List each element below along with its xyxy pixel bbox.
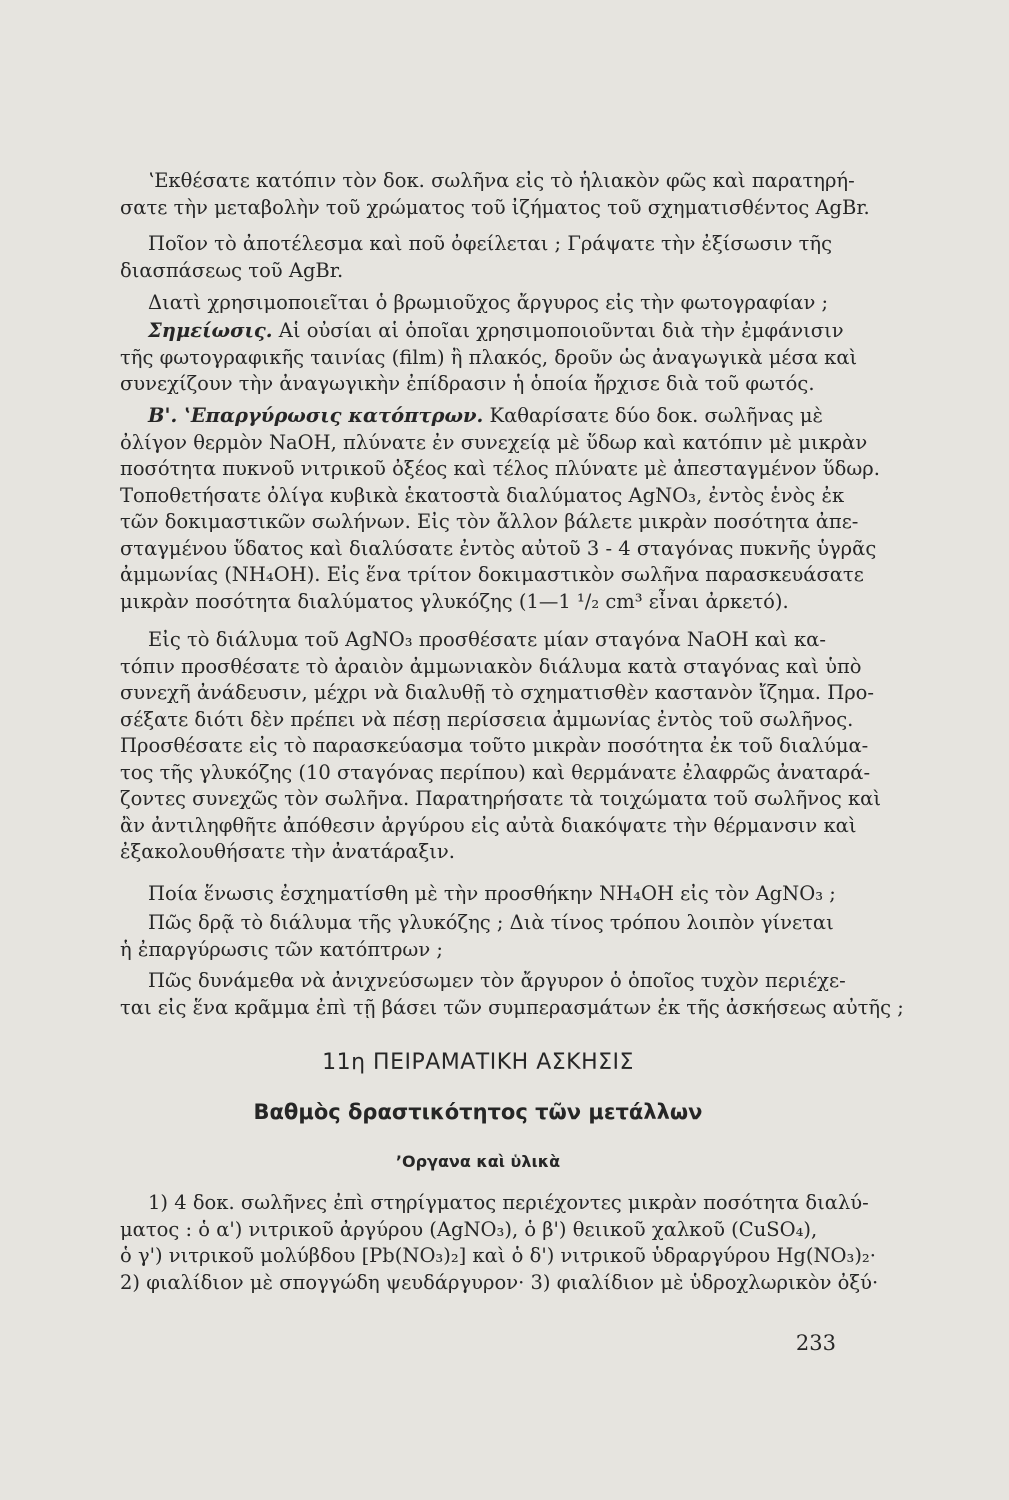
text-line: τῆς φωτογραφικῆς ταινίας (film) ἢ πλακός, δροῦν ὡς ἀναγωγικὰ μέσα καὶ [120,345,858,369]
text-line: ὀλίγον θερμὸν NaOH, πλύνατε ἐν συνεχείᾳ μὲ ὕδωρ καὶ κατόπιν μὲ μικρὰν [120,430,868,454]
text-line: σέξατε διότι δὲν πρέπει νὰ πέσῃ περίσσεια ἀμμωνίας ἐντὸς τοῦ σωλῆνος. [120,707,854,731]
text-line: ἡ ἐπαργύρωσις τῶν κατόπτρων ; [120,937,443,961]
text-line: τόπιν προσθέσατε τὸ ἀραιὸν ἀμμωνιακὸν διάλυμα κατὰ σταγόνας καὶ ὑπὸ [120,654,862,678]
text-line: ματος : ὁ α') νιτρικοῦ ἀργύρου (AgNO₃), ὁ β') θειικοῦ χαλκοῦ (CuSO₄), [120,1217,818,1241]
section-b-text: Καθαρίσατε δύο δοκ. σωλῆνας μὲ [483,404,823,427]
text-line: 2) φιαλίδιον μὲ σπογγώδη ψευδάργυρον· 3) φιαλίδιον μὲ ὑδροχλωρικὸν ὀξύ· [120,1270,879,1294]
materials-heading: ʼΟργανα καὶ ὑλικὰ [395,1152,561,1171]
text-line: Πῶς δυνάμεθα νὰ ἀνιχνεύσωμεν τὸν ἄργυρον ὁ ὁποῖος τυχὸν περιέχε- [148,969,846,992]
text-line: συνεχῆ ἀνάδευσιν, μέχρι νὰ διαλυθῇ τὸ σχηματισθὲν καστανὸν ἴζημα. Προ- [120,681,875,704]
text-line: ἀμμωνίας (NH₄OH). Εἰς ἕνα τρίτον δοκιμαστικὸν σωλῆνα παρασκευάσατε [120,563,864,586]
page-number: 233 [795,1331,836,1355]
note-text: Αἱ οὐσίαι αἱ ὁποῖαι χρησιμοποιοῦνται διὰ τὴν ἐμφάνισιν [272,319,844,342]
paragraph-question-alloy [120,968,904,1021]
text-line: Πῶς δρᾷ τὸ διάλυμα τῆς γλυκόζης ; Διὰ τίνος τρόπου λοιπὸν γίνεται [148,911,834,934]
note-paragraph [120,318,858,398]
text-line: Προσθέσατε εἰς τὸ παρασκεύασμα τοῦτο μικρὰν ποσότητα ἐκ τοῦ διαλύμα- [120,734,869,757]
text-line: μικρὰν ποσότητα διαλύματος γλυκόζης (1—1 ¹/₂ cm³ εἶναι ἀρκετό). [120,589,789,613]
text-line: ʽΕκθέσατε κατόπιν τὸν δοκ. σωλῆνα εἰς τὸ ἡλιακὸν φῶς καὶ παρατηρή- [148,169,855,192]
paragraph-result-question [120,231,836,284]
text-line: σταγμένου ὕδατος καὶ διαλύσατε ἐντὸς αὐτοῦ 3 - 4 σταγόνας πυκνῆς ὑγρᾶς [120,536,877,560]
materials-list [120,1190,879,1296]
paragraph-expose-light [120,168,870,221]
text-line: ζοντες συνεχῶς τὸν σωλῆνα. Παρατηρήσατε τὰ τοιχώματα τοῦ σωλῆνος καὶ [120,787,881,810]
text-line: ἐξακολουθήσατε τὴν ἀνατάραξιν. [120,840,455,863]
text-line: σατε τὴν μεταβολὴν τοῦ χρώματος τοῦ ἰζήματος τοῦ σχηματισθέντος AgBr. [120,195,870,219]
text-line: 1) 4 δοκ. σωλῆνες ἐπὶ στηρίγματος περιέχοντες μικρὰν ποσότητα διαλύ- [148,1191,869,1214]
text-line: Τοποθετήσατε ὀλίγα κυβικὰ ἑκατοστὰ διαλύματος AgNO₃, ἐντὸς ἑνὸς ἐκ [120,483,845,507]
text-line: Εἰς τὸ διάλυμα τοῦ AgNO₃ προσθέσατε μίαν σταγόνα NaOH καὶ κα- [148,628,826,651]
text-line: Ποῖον τὸ ἀποτέλεσμα καὶ ποῦ ὀφείλεται ; Γράψατε τὴν ἐξίσωσιν τῆς [148,232,833,255]
text-line: ποσότητα πυκνοῦ νιτρικοῦ ὀξέος καὶ τέλος πλύνατε μὲ ἀπεσταγμένον ὕδωρ. [120,457,880,480]
exercise-subtitle: Βαθμὸς δραστικότητος τῶν μετάλλων [253,1100,703,1124]
section-b-heading: Β'. ʽΕπαργύρωσις κατόπτρων. [148,404,484,427]
paragraph-question-compound [120,881,836,908]
section-b-paragraph [120,403,880,615]
text-line [120,318,844,345]
text-line: Διατὶ χρησιμοποιεῖται ὁ βρωμιοῦχος ἄργυρος εἰς τὴν φωτογραφίαν ; [148,291,829,314]
text-line: συνεχίζουν τὴν ἀναγωγικὴν ἐπίδρασιν ἡ ὁποία ἤρχισε διὰ τοῦ φωτός. [120,372,815,395]
text-line: διασπάσεως τοῦ AgBr. [120,258,344,282]
note-label: Σημείωσις. [148,319,273,342]
text-line: ὁ γ') νιτρικοῦ μολύβδου [Pb(NO₃)₂] καὶ ὁ δ') νιτρικοῦ ὑδραργύρου Hg(NO₃)₂· [120,1244,876,1267]
text-line: τος τῆς γλυκόζης (10 σταγόνας περίπου) καὶ θερμάνατε ἐλαφρῶς ἀναταρά- [120,760,871,784]
paragraph-procedure [120,627,881,866]
text-line: ται εἰς ἕνα κρᾶμμα ἐπὶ τῇ βάσει τῶν συμπερασμάτων ἐκ τῆς ἀσκήσεως αὐτῆς ; [120,995,904,1019]
paragraph-photography-question [120,290,836,317]
exercise-title: 11η ΠΕΙΡΑΜΑΤΙΚΗ ΑΣΚΗΣΙΣ [322,1050,634,1075]
text-line: ἂν ἀντιληφθῆτε ἀπόθεσιν ἀργύρου εἰς αὐτὰ διακόψατε τὴν θέρμανσιν καὶ [120,813,857,837]
text-line [120,403,836,430]
text-line: Ποία ἕνωσις ἐσχηματίσθη μὲ τὴν προσθήκην NH₄OH εἰς τὸν AgNO₃ ; [148,882,836,905]
paragraph-question-glucose [120,910,836,963]
text-line: τῶν δοκιμαστικῶν σωλήνων. Εἰς τὸν ἄλλον βάλετε μικρὰν ποσότητα ἀπε- [120,510,859,533]
